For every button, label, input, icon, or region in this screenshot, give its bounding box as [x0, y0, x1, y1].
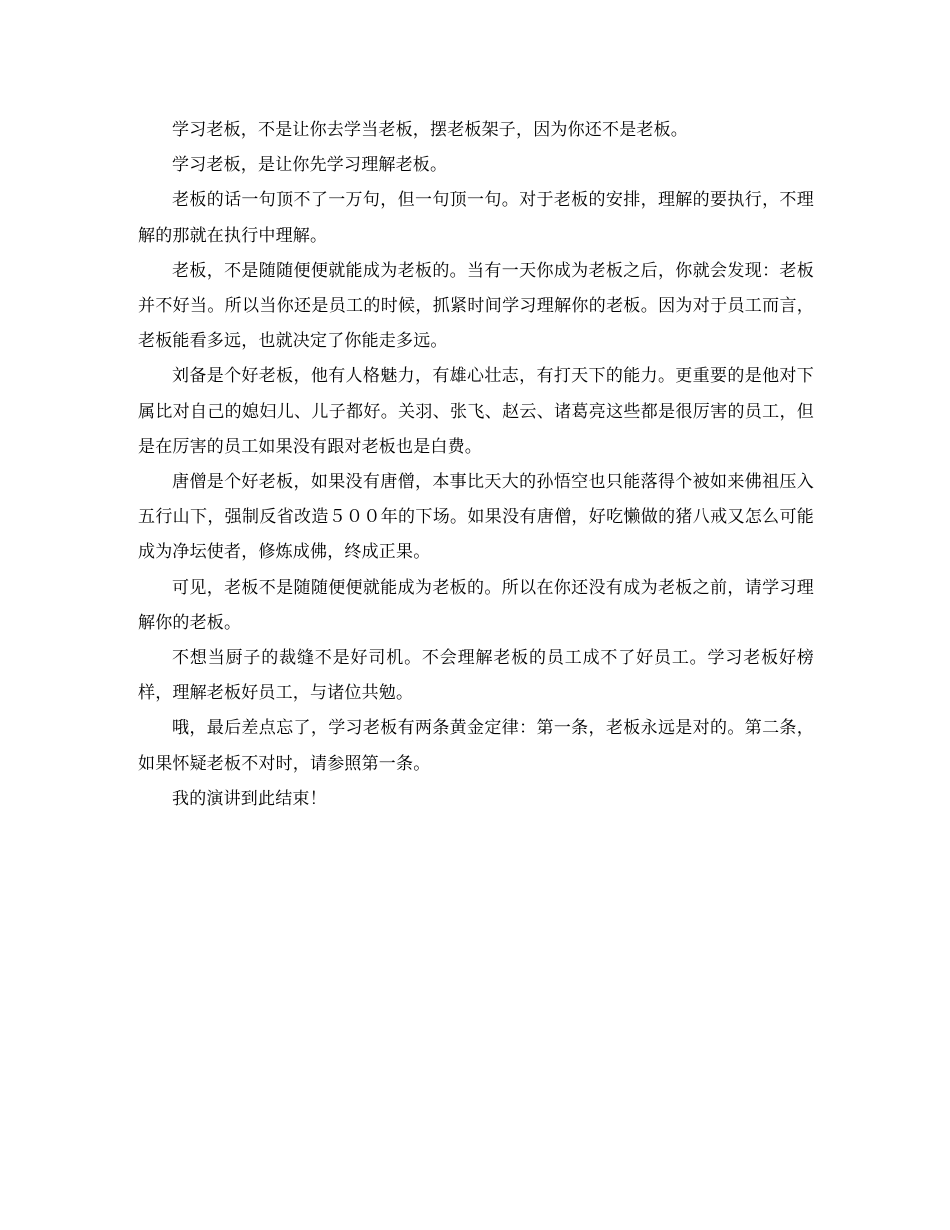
paragraph-4: 老板，不是随随便便就能成为老板的。当有一天你成为老板之后，你就会发现：老板并不好当。所以当你还是员工的时候，抓紧时间学习理解你的老板。因为对于员工而言，老板能看多远，也就决定了你能走多远。 [138, 260, 814, 352]
paragraph-2: 学习老板，是让你先学习理解老板。 [172, 155, 448, 176]
paragraph-8: 不想当厨子的裁缝不是好司机。不会理解老板的员工成不了好员工。学习老板好榜样，理解老板好员工，与诸位共勉。 [138, 648, 814, 704]
paragraph-1: 学习老板，不是让你去学当老板，摆老板架子，因为你还不是老板。 [172, 120, 688, 140]
document-body [138, 113, 814, 817]
paragraph-7: 可见，老板不是随随便便就能成为老板的。所以在你还没有成为老板之前，请学习理解你的老板。 [138, 577, 814, 633]
paragraph-3: 老板的话一句顶不了一万句，但一句顶一句。对于老板的安排，理解的要执行，不理解的那就在执行中理解。 [138, 190, 814, 246]
paragraph-5: 刘备是个好老板，他有人格魅力，有雄心壮志，有打天下的能力。更重要的是他对下属比对自己的媳妇儿、儿子都好。关羽、张飞、赵云、诸葛亮这些都是很厉害的员工，但是在厉害的员工如果没有跟对老板也是白费。 [138, 366, 814, 457]
paragraph-10: 我的演讲到此结束！ [172, 788, 327, 809]
paragraph-6: 唐僧是个好老板，如果没有唐僧，本事比天大的孙悟空也只能落得个被如来佛祖压入五行山下，强制反省改造５００年的下场。如果没有唐僧，好吃懒做的猪八戒又怎么可能成为净坛使者，修炼成佛，终成正果。 [138, 472, 814, 563]
paragraph-9: 哦，最后差点忘了，学习老板有两条黄金定律：第一条，老板永远是对的。第二条，如果怀疑老板不对时，请参照第一条。 [138, 718, 814, 774]
